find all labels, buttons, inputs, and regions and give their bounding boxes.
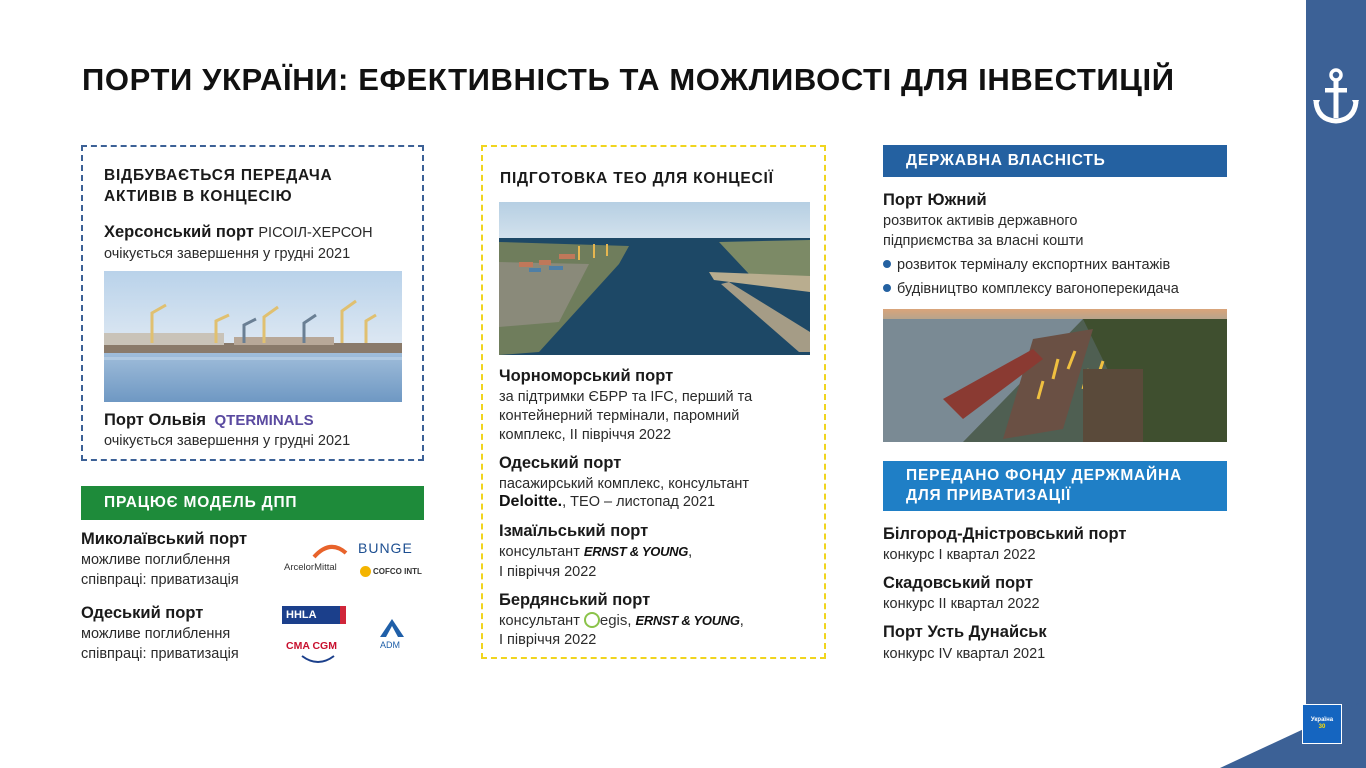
bullet-car-dumper: будівництво комплексу вагоноперекидача (883, 279, 1179, 299)
ust-dunaisk-note: конкурс IV квартал 2021 (883, 646, 1046, 662)
berdiansk-consultant-label: консультант (499, 613, 580, 629)
berdiansk-line1: консультант egis, ERNST & YOUNG, (499, 612, 744, 629)
kherson-port-line (104, 223, 373, 243)
hhla-logo: HHLA (282, 606, 346, 624)
cofco-logo (360, 566, 422, 577)
pivdennyi-line1: розвиток активів державного (883, 213, 1078, 229)
mykolaiv-port-name: Миколаївський порт (81, 530, 248, 548)
concession-heading-line2: АКТИВІВ В КОНЦЕСІЮ (104, 188, 293, 205)
feasibility-heading: ПІДГОТОВКА ТЕО ДЛЯ КОНЦЕСІЇ (500, 170, 774, 187)
berdiansk-port-name: Бердянський порт (499, 591, 651, 609)
egis-icon (584, 612, 600, 628)
qterminals-logo: QTERMINALS (214, 412, 314, 429)
privatization-banner (883, 461, 1227, 511)
skadovsk-port-name: Скадовський порт (883, 574, 1034, 592)
page-title: ПОРТИ УКРАЇНИ: ЕФЕКТИВНІСТЬ ТА МОЖЛИВОСТІ ДЛЯ ІНВЕСТИЦІЙ (82, 62, 1175, 97)
ust-dunaisk-port-name: Порт Усть Дунайськ (883, 623, 1047, 641)
privatization-banner-line1: ПЕРЕДАНО ФОНДУ ДЕРЖМАЙНА (906, 467, 1182, 484)
odesa-ppp-line1: можливе поглиблення (81, 626, 231, 642)
kherson-note: очікується завершення у грудні 2021 (104, 246, 351, 262)
anchor-icon (1313, 68, 1359, 126)
arcelormittal-swoosh-icon (312, 543, 348, 559)
egis-logo: egis (599, 612, 628, 629)
cofco-icon (360, 566, 371, 577)
badge-label: Україна (1310, 717, 1334, 723)
chornomorsk-line1: за підтримки ЄБРР та IFC, перший та (499, 389, 753, 405)
chornomorsk-line2: контейнерний термінали, паромний (499, 408, 740, 424)
olvia-note: очікується завершення у грудні 2021 (104, 433, 351, 449)
privatization-banner-line2: ДЛЯ ПРИВАТИЗАЦІЇ (906, 487, 1072, 504)
odesa-ppp-line2: співпраці: приватизація (81, 646, 239, 662)
odesa-teo-line1: пасажирський комплекс, консультант (499, 476, 750, 492)
chornomorsk-port-name: Чорноморський порт (499, 367, 674, 385)
izmail-consultant-label: консультант (499, 544, 580, 560)
mykolaiv-line2: співпраці: приватизація (81, 572, 239, 588)
kherson-port-name: Херсонський порт (104, 223, 254, 241)
ukraine-30-badge (1302, 704, 1342, 744)
odesa-ppp-port-name: Одеський порт (81, 604, 204, 622)
cma-cgm-logo: CMA CGM (286, 640, 337, 652)
izmail-line2: І півріччя 2022 (499, 564, 597, 580)
ernst-young-logo: ERNST & YOUNG (583, 544, 689, 559)
state-ownership-banner: ДЕРЖАВНА ВЛАСНІСТЬ (883, 145, 1227, 177)
pivdennyi-line2: підприємства за власні кошти (883, 233, 1084, 249)
bilhorod-note: конкурс І квартал 2022 (883, 547, 1036, 563)
odesa-teo-port-name: Одеський порт (499, 454, 622, 472)
bilhorod-port-name: Білгород-Дністровський порт (883, 525, 1127, 543)
skadovsk-note: конкурс ІІ квартал 2022 (883, 596, 1040, 612)
adm-icon (379, 618, 405, 638)
izmail-line1 (499, 542, 692, 562)
deloitte-logo: Deloitte. (499, 493, 563, 510)
kherson-port-photo (104, 271, 402, 402)
corner-decoration (1220, 700, 1366, 768)
odesa-teo-date: , ТЕО – листопад 2021 (562, 494, 716, 510)
odesa-teo-line2 (499, 492, 715, 512)
izmail-comma: , (688, 544, 693, 560)
pivdennyi-port-name: Порт Южний (883, 191, 987, 209)
ernst-young-logo-2: ERNST & YOUNG (635, 613, 740, 628)
mykolaiv-line1: можливе поглиблення (81, 552, 231, 568)
concession-heading-line1: ВІДБУВАЄТЬСЯ ПЕРЕДАЧА (104, 167, 333, 184)
olvia-port-name: Порт Ольвія (104, 411, 207, 429)
adm-logo: ADM (380, 640, 400, 650)
bullet-export-terminal: розвиток терміналу експортних вантажів (883, 255, 1170, 275)
cofco-label: COFCO INTL (373, 567, 422, 576)
izmail-port-name: Ізмаїльський порт (499, 522, 649, 540)
berdiansk-line2: І півріччя 2022 (499, 632, 597, 648)
arcelormittal-logo: ArcelorMittal (284, 562, 337, 573)
chornomorsk-line3: комплекс, ІІ півріччя 2022 (499, 427, 672, 443)
badge-number: 30 (1318, 724, 1326, 730)
olvia-port-line (104, 411, 314, 430)
chornomorsk-port-photo (499, 202, 810, 355)
pivdennyi-port-photo (883, 309, 1227, 442)
cma-cgm-arc-icon (300, 654, 336, 666)
bunge-logo: BUNGE (358, 540, 413, 556)
kherson-partner: РІСОІЛ-ХЕРСОН (258, 225, 373, 241)
ppp-banner: ПРАЦЮЄ МОДЕЛЬ ДПП (81, 486, 424, 520)
